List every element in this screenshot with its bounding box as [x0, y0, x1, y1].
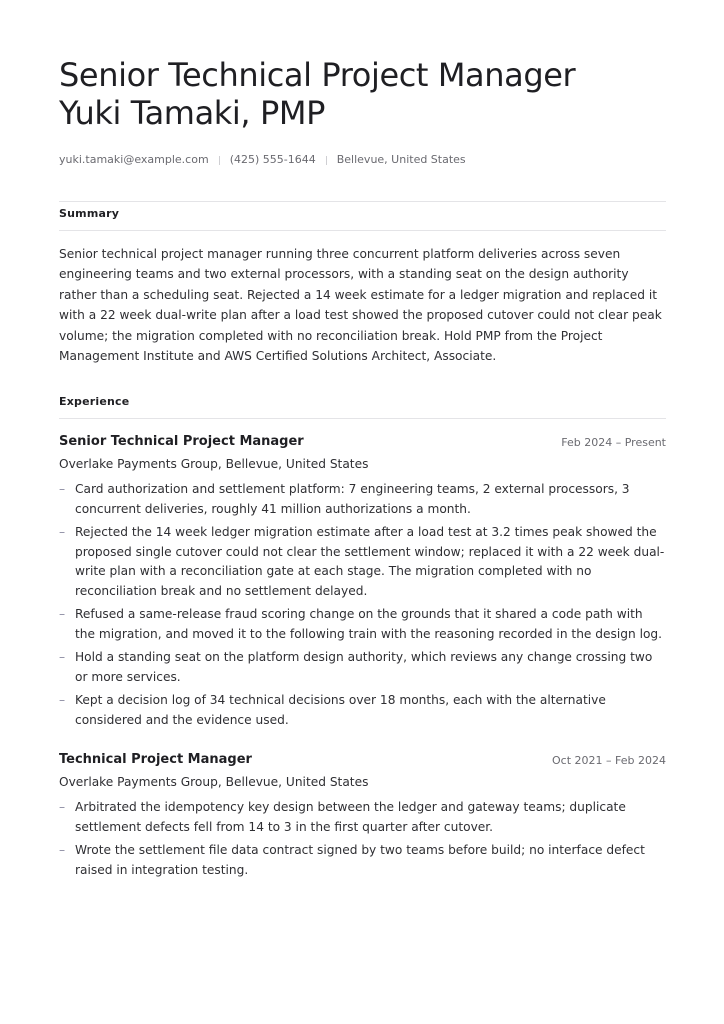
job-bullet-text: Rejected the 14 week ledger migration estimate after a load test at 3.2 times peak showed the proposed single cutover could not clear the settlement window; replaced it with a 22 week dual-write plan with a reconciliation gate at each stage. The migration completed with no reconciliation break and no settlement delayed. — [75, 525, 665, 598]
contact-email[interactable]: yuki.tamaki@example.com — [59, 153, 209, 166]
summary-heading: Summary — [59, 207, 120, 220]
job-dates: Oct 2021 – Feb 2024 — [552, 754, 666, 767]
bullet-dash: – — [59, 800, 66, 814]
contact-location: Bellevue, United States — [336, 153, 466, 166]
divider — [59, 201, 666, 202]
divider — [59, 230, 666, 231]
job-header — [59, 752, 666, 772]
job-bullet-text: Refused a same-release fraud scoring change on the grounds that it shared a code path with the migration, and moved it to the following train with the reasoning recorded in the design log. — [75, 607, 663, 641]
job-bullet — [59, 798, 666, 837]
job-bullet-text: Hold a standing seat on the platform design authority, which reviews any change crossing two or more services. — [75, 650, 653, 684]
summary-text: Senior technical project manager running three concurrent platform deliveries across seven engineering teams and two external processors, with a standing seat on the design authority rather than a scheduling seat. Rejected a 14 week estimate for a ledger migration and replaced it with a 22 week dual-write plan after a load test showed the proposed cutover could not clear peak volume; the migration completed with no reconciliation break. Hold PMP from the Project Management Institute and AWS Certified Solutions Architect, Associate. — [59, 247, 662, 364]
job-entry — [59, 434, 666, 734]
job-bullet-text: Kept a decision log of 34 technical decisions over 18 months, each with the alternative considered and the evidence used. — [75, 693, 606, 727]
job-bullet-text: Wrote the settlement file data contract signed by two teams before build; no interface defect raised in integration testing. — [75, 843, 645, 877]
bullet-dash: – — [59, 843, 66, 857]
name-block — [59, 56, 666, 132]
bullet-dash: – — [59, 482, 66, 496]
job-header — [59, 434, 666, 454]
job-bullet — [59, 648, 666, 687]
job-bullet — [59, 841, 666, 880]
job-bullet-text: Arbitrated the idempotency key design between the ledger and gateway teams; duplicate settlement defects fell from 14 to 3 in the first quarter after cutover. — [75, 800, 626, 834]
job-title: Senior Technical Project Manager — [59, 434, 304, 449]
job-bullet-text: Card authorization and settlement platform: 7 engineering teams, 2 external processors, 3 concurrent deliveries, roughly 41 million authorizations a month. — [75, 482, 630, 516]
candidate-name: Yuki Tamaki, PMP — [59, 94, 325, 132]
job-entry — [59, 752, 666, 884]
contact-phone[interactable]: (425) 555-1644 — [229, 153, 316, 166]
job-bullets — [59, 798, 666, 880]
divider — [59, 418, 666, 419]
job-bullets — [59, 480, 666, 730]
job-headline: Senior Technical Project Manager — [59, 56, 576, 94]
job-bullet — [59, 605, 666, 644]
bullet-dash: – — [59, 607, 66, 621]
job-company: Overlake Payments Group, Bellevue, United States — [59, 457, 369, 471]
contact-separator — [326, 156, 327, 165]
job-bullet — [59, 523, 666, 601]
job-bullet — [59, 480, 666, 519]
bullet-dash: – — [59, 525, 66, 539]
job-dates: Feb 2024 – Present — [561, 436, 666, 449]
job-bullet — [59, 691, 666, 730]
experience-heading: Experience — [59, 395, 130, 408]
bullet-dash: – — [59, 693, 66, 707]
contact-separator — [219, 156, 220, 165]
job-title: Technical Project Manager — [59, 752, 252, 767]
job-company: Overlake Payments Group, Bellevue, United States — [59, 775, 369, 789]
bullet-dash: – — [59, 650, 66, 664]
contact-line — [59, 152, 466, 168]
